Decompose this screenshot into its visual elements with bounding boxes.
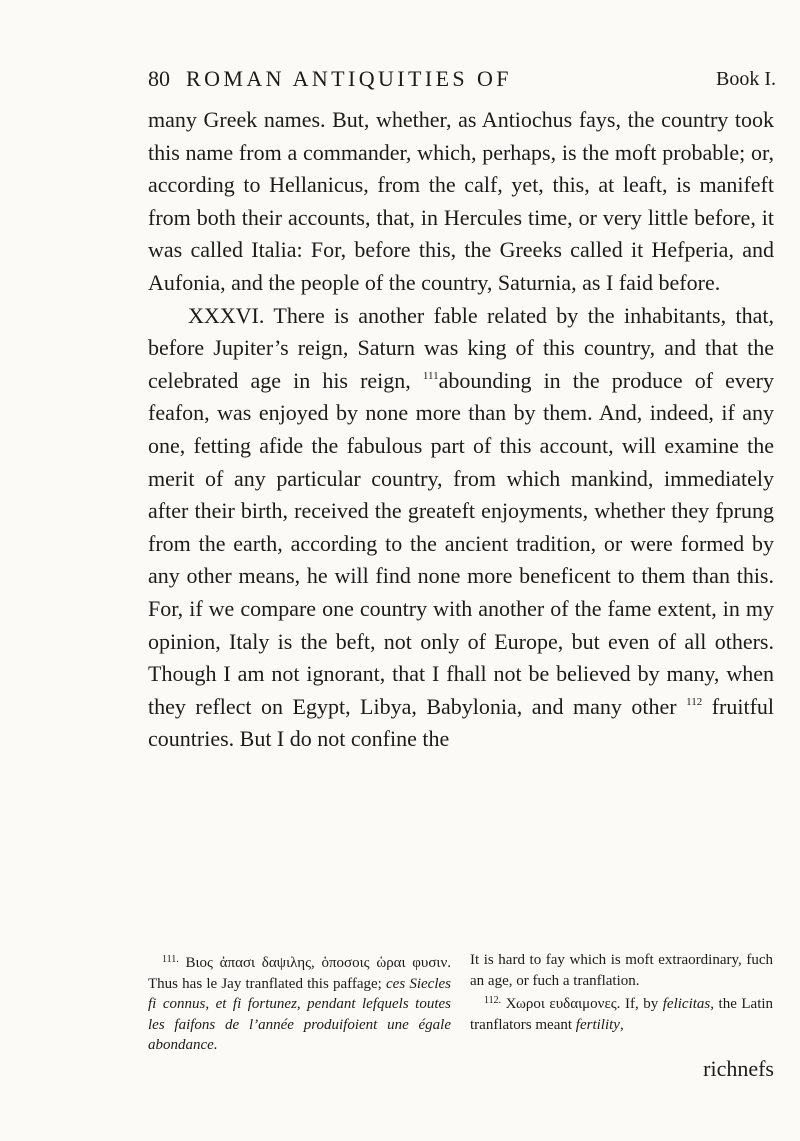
footnote-112-italic-felicitas: felicitas	[662, 996, 711, 1013]
footnote-112	[470, 991, 773, 1035]
main-text	[148, 104, 774, 756]
footnote-111-greek: Βιος ἀπασι δαψιλης, ὁποσοις ὡραι φυσιν.	[185, 955, 452, 971]
footnote-112-text-a: If, by	[624, 996, 659, 1013]
footnote-ref-112[interactable]: 112	[686, 695, 703, 708]
running-title: ROMAN ANTIQUITIES OF	[186, 66, 512, 91]
paragraph-2-part-b: abounding in the produce of every feafon, was enjoyed by none more than by them. And, indeed, if any one, fetting afide the fabulous part of this account, will examine the merit of any particular country, from which mankind, immediately after their birth, received the greateft enjoyments, whether they fprung from the earth, according to the ancient tradition, or were formed by any other means, he will find none more beneficent to them than this. For, if we compare one country with another of the fame extent, in my opinion, Italy is the beft, not only of Europe, but even of all others. Though I am not ignorant, that I fhall not be believed by many, when they reflect on Egypt, Libya, Babylonia, and many other	[148, 367, 774, 719]
footnote-111-continued: It is hard to fay which is moft extraordinary, fuch an age, or fuch a tranflation.	[470, 952, 773, 989]
footnote-111-french: ces Siecles fi connus, et fi fortunez, pendant lefquels toutes les faifons de l’année produifoient une égale abondance.	[148, 975, 451, 1054]
paragraph-2-part-a: XXXVI. There is another fable related by the inhabitants, that, before Jupiter’s reign, Saturn was king of this country, and that the celebrated age in his reign,	[148, 302, 774, 393]
footnote-112-number: 112.	[484, 995, 502, 1007]
footnote-111-number: 111.	[162, 954, 179, 965]
running-head	[148, 62, 776, 96]
paragraph-2	[148, 300, 774, 756]
footnote-column-left	[148, 950, 451, 1056]
footnote-112-text-c: ,	[619, 1016, 624, 1033]
footnote-111	[148, 950, 451, 1056]
footnote-112-greek: Χωροι ευδαιμονες.	[505, 996, 621, 1013]
catchword: richnefs	[703, 1056, 774, 1081]
footnote-column-right	[470, 950, 773, 1035]
footnotes	[148, 950, 774, 1054]
footnote-112-italic-fertility: fertility	[575, 1016, 620, 1033]
footnote-ref-111[interactable]: 111	[422, 369, 439, 382]
paragraph-2-part-c: fruitful countries. But I do not confine the	[148, 693, 775, 752]
book-label: Book I.	[716, 68, 776, 90]
footnote-112-text-b: , the Latin tranflators meant	[470, 996, 774, 1033]
page-number: 80	[148, 66, 170, 91]
footnote-111-text: Thus has le Jay tranflated this paffage;	[148, 975, 382, 992]
paragraph-1: many Greek names. But, whether, as Antiochus fays, the country took this name from a commander, which, perhaps, is the moft probable; or, according to Hellanicus, from the calf, yet, this, at leaft, is manifeft from both their accounts, that, in Hercules time, or very little before, it was called Italia: For, before this, the Greeks called it Hefperia, and Aufonia, and the people of the country, Saturnia, as I faid before.	[148, 107, 774, 295]
